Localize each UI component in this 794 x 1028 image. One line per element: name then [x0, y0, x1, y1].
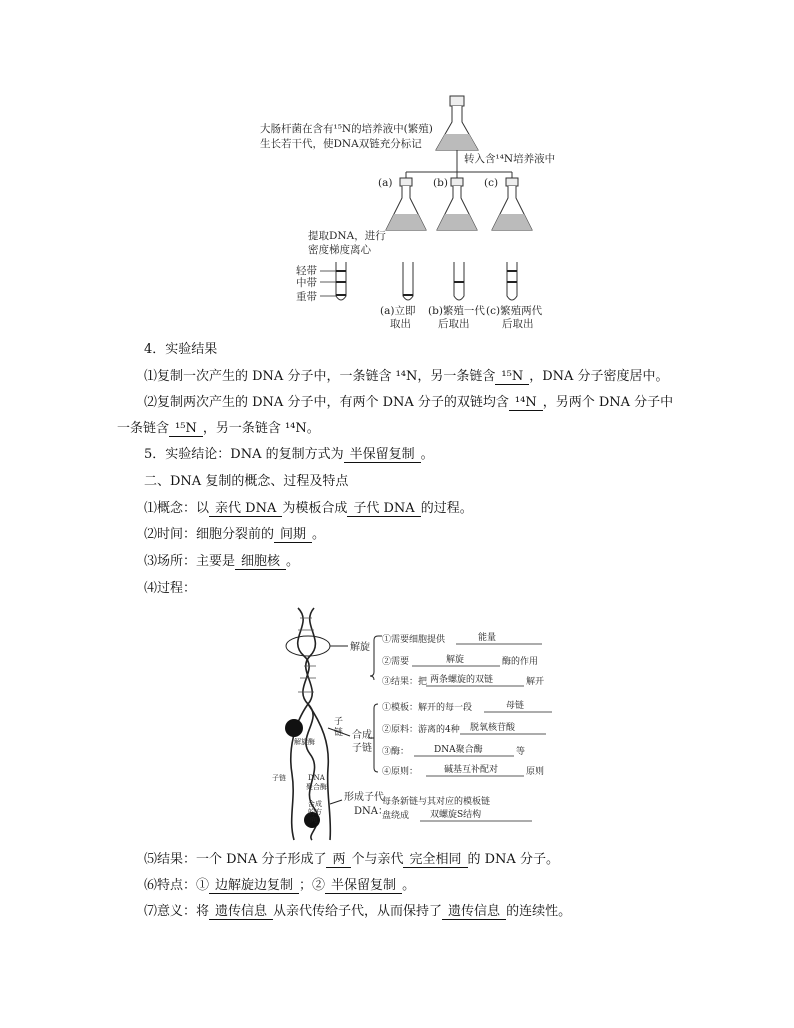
result-line-2: ⑵复制两次产生的 DNA 分子中，有两个 DNA 分子的双链均含 ¹⁴N ，另两个 DNA 分子中 [144, 395, 674, 410]
synth-item-4: ④原则： [382, 767, 419, 777]
fig1-label-a: (a) [378, 177, 393, 189]
synth-item-1-answer: 母链 [506, 701, 525, 711]
unwind-item-1-answer: 能量 [478, 633, 497, 643]
replication-figure [270, 604, 560, 842]
experiment-figure [250, 92, 570, 332]
fig1-intro-line2: 生长若干代，使DNA双链充分标记 [260, 138, 422, 150]
process-label: ⑷过程： [144, 581, 197, 596]
fig1-intro-line1: 大肠杆菌在含有¹⁵N的培养液中(繁殖) [260, 123, 433, 135]
form-item-2: 盘绕成 [382, 811, 410, 821]
unwind-item-1: ①需要细胞提供 [382, 635, 446, 645]
fig1-transfer-label: 转入含¹⁴N培养液中 [464, 153, 556, 165]
answer-blank: 半保留复制 [344, 447, 421, 463]
synth-item-1: ①模板：解开的每一段 [382, 703, 473, 713]
fig1-extract-line2: 密度梯度离心 [308, 244, 371, 256]
dna-poly-label-1: DNA [308, 774, 325, 782]
dna-poly-label-2: 聚合酶 [306, 783, 327, 791]
flask-top [436, 96, 478, 150]
fig1-extract-line1: 提取DNA，进行 [308, 230, 386, 242]
synth-item-2-answer: 脱氧核苷酸 [470, 723, 516, 733]
child-chain-left-label: 子链 [272, 774, 286, 782]
answer-blank: 亲代 DNA [209, 501, 282, 517]
unwind-label: 解旋 [350, 642, 370, 653]
caption-c-1: (c)繁殖两代 [486, 305, 543, 317]
band-heavy-label: 重带 [296, 291, 317, 303]
answer-blank: 边解旋边复制 [209, 878, 299, 894]
answer-blank: 半保留复制 [325, 878, 402, 894]
fig1-label-c: (c) [484, 177, 499, 189]
answer-blank: 子代 DNA [347, 501, 420, 517]
child-chain-label-2: 链 [334, 728, 344, 738]
form-label-2: DNA： [354, 806, 388, 817]
unwind-item-3: ③结果：把 [382, 677, 428, 687]
unwind-item-2-tail: 酶的作用 [502, 657, 539, 667]
band-light-label: 轻带 [296, 265, 317, 277]
result-line: ⑸结果：一个 DNA 分子形成了 两 个与亲代 完全相同 的 DNA 分子。 [144, 852, 559, 867]
answer-blank: 遗传信息 [442, 904, 506, 920]
meaning-line: ⑺意义：将 遗传信息 从亲代传给子代，从而保持了 遗传信息 的连续性。 [144, 904, 572, 919]
helicase-label: 解旋酶 [294, 738, 315, 746]
synthesize-label-2: 子链 [352, 743, 372, 754]
conclusion-line: 5．实验结论：DNA 的复制方式为 半保留复制 。 [144, 447, 434, 462]
synth-item-3-answer: DNA聚合酶 [434, 745, 483, 755]
synth-item-3: ③酶： [382, 747, 410, 757]
synth-dir-label-3: 向 [310, 816, 317, 824]
caption-c-2: 后取出 [502, 318, 534, 330]
feature-line: ⑹特点：① 边解旋边复制 ；② 半保留复制 。 [144, 878, 416, 893]
synth-item-3-tail: 等 [516, 747, 526, 757]
caption-b-2: 后取出 [438, 318, 470, 330]
band-mid-label: 中带 [296, 277, 317, 289]
answer-blank: 遗传信息 [209, 904, 273, 920]
result-line-1: ⑴复制一次产生的 DNA 分子中，一条链含 ¹⁴N，另一条链含 ¹⁵N ，DNA 分子密度居中。 [144, 369, 669, 384]
child-chain-label-1: 子 [334, 717, 344, 727]
unwind-item-3-answer: 两条螺旋的双链 [430, 675, 494, 685]
answer-blank: 细胞核 [235, 554, 286, 570]
unwind-item-2-answer: 解旋 [446, 655, 465, 665]
synthesize-label-1: 合成 [352, 730, 372, 741]
form-item-1: 每条新链与其对应的模板链 [382, 797, 491, 807]
unwind-item-3-tail: 解开 [526, 677, 545, 687]
caption-b-1: (b)繁殖一代 [428, 305, 485, 317]
answer-blank: ¹⁴N [509, 395, 543, 411]
concept-line: ⑴概念：以 亲代 DNA 为模板合成 子代 DNA 的过程。 [144, 501, 473, 516]
helicase-icon [285, 719, 303, 737]
form-label-1: 形成子代 [344, 792, 384, 803]
place-line: ⑶场所：主要是 细胞核 。 [144, 554, 300, 569]
answer-blank: 两 [326, 852, 351, 868]
fig1-label-b: (b) [433, 177, 448, 189]
unwind-item-2: ②需要 [382, 657, 410, 667]
synth-item-4-tail: 原则 [526, 767, 545, 777]
synth-item-4-answer: 碱基互补配对 [444, 765, 499, 775]
section-heading: 二、DNA 复制的概念、过程及特点 [144, 474, 349, 489]
result-line-3: 一条链含 ¹⁵N ，另一条链含 ¹⁴N。 [117, 421, 320, 436]
unwind-region-ellipse [286, 636, 330, 656]
answer-blank: ¹⁵N [169, 421, 203, 437]
caption-a-2: 取出 [390, 318, 411, 330]
caption-a-1: (a)立即 [380, 305, 416, 317]
synth-dir-label-1: 合成 [308, 800, 322, 808]
synth-item-2: ②原料：游离的4种 [382, 725, 460, 735]
answer-blank: 间期 [274, 527, 312, 543]
results-heading: 4．实验结果 [144, 342, 218, 357]
answer-blank: ¹⁵N [495, 369, 529, 385]
answer-blank: 完全相同 [403, 852, 467, 868]
time-line: ⑵时间：细胞分裂前的 间期 。 [144, 527, 326, 542]
form-item-2-answer: 双螺旋S结构 [430, 810, 482, 820]
synth-dir-label-2: 的方 [308, 808, 322, 816]
